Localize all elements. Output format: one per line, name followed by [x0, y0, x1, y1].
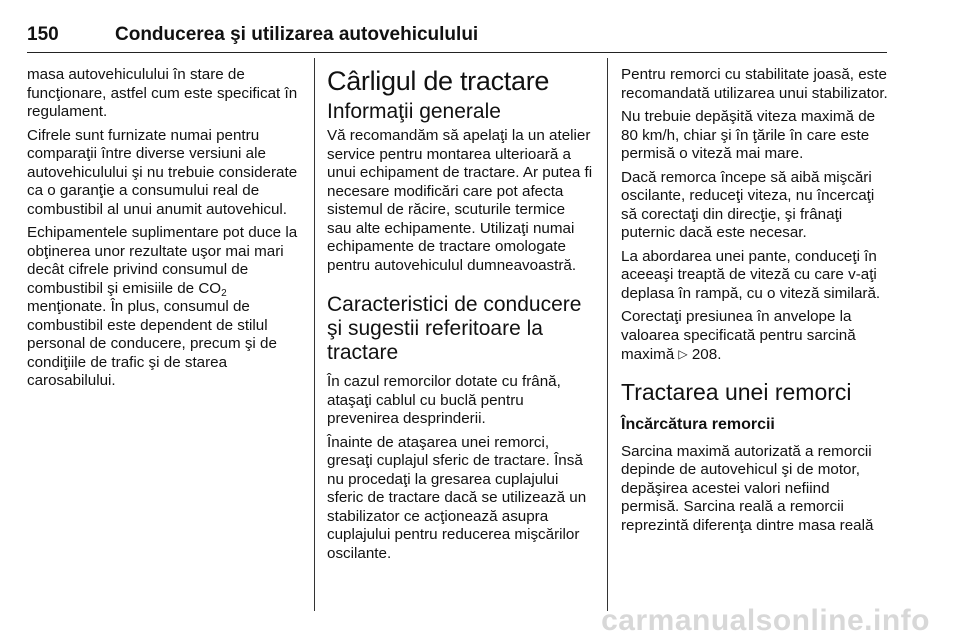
section-title-trailer-towing: Tractarea unei remorci [621, 378, 852, 405]
paragraph-trailer-load: Sarcina maximă autorizată a remorcii depinde de autovehicul şi de motor, depăşirea acestei valori nefiind permisă. Sarcina reală a remorcii reprezintă diferenţa dintre masa reală [621, 442, 874, 534]
paragraph-ball-coupling: Înainte de ataşarea unei remorci, gresaţi cuplajul sferic de tractare. Însă nu procedaţi la gresarea cuplajului sferic de tractare dacă se utilizează un stabilizator ce acţionează asupra cuplajului pentru reducerea mişcărilor oscilante. [327, 433, 587, 562]
column-middle [327, 66, 593, 568]
co2-subscript: 2 [221, 287, 227, 299]
subsection-title-driving-characteristics: Caracteristici de conducere şi sugestii referitoare la tractare [327, 293, 582, 364]
page-number: 150 [27, 24, 59, 45]
page-reference-icon: ▷ [678, 347, 688, 361]
paragraph-downhill: La abordarea unei pante, conduceţi în aceeaşi treaptă de viteză cu care v-aţi deplasa în rampă, cu o viteză similară. [621, 247, 881, 302]
paragraph-tyre-pressure [621, 308, 889, 365]
paragraph-braked-trailers: În cazul remorcilor dotate cu frână, ataşaţi cablul cu buclă pentru prevenirea desprinderii. [327, 373, 561, 427]
paragraph-mass-definition: masa autovehiculului în stare de funcţionare, astfel cum este specificat în regulament. [27, 66, 298, 120]
subsection-title-trailer-load: Încărcătura remorcii [621, 415, 775, 433]
section-title-towbar: Cârligul de tractare [327, 66, 550, 96]
subsection-title-general-info: Informaţii generale [327, 100, 501, 123]
co2-text-after: menţionate. În plus, consumul de combustibil este dependent de stilul personal de conducere, precum şi de condiţiile de trafic şi de starea carosabilului. [27, 298, 277, 389]
column-right [621, 66, 889, 540]
column-left [27, 66, 301, 396]
paragraph-extra-equipment [27, 224, 301, 391]
paragraph-figures-comparison: Cifrele sunt furnizate numai pentru comparaţii între diverse versiuni ale autovehiculului şi nu trebuie considerate ca o garanţie a consumului real de combustibil al unui anumit autovehicul. [27, 126, 298, 218]
watermark-logo: carmanualsonline.info [601, 604, 930, 637]
page-header [27, 22, 887, 53]
paragraph-workshop-recommendation: Vă recomandăm să apelaţi la un atelier service pentru montarea ulterioară a unui echipament de tractare. Ar putea fi necesare modificări care pot afecta sistemul de răcire, scuturile termice sau alte echipamente. Utilizaţi numai echipamente de tractare omologate pentru autovehiculul dumneavoastră. [327, 127, 593, 274]
paragraph-oscillating-trailer: Dacă remorca începe să aibă mişcări oscilante, reduceţi viteza, nu încercaţi să corectaţi din direcţie, şi frânaţi puternic dacă este necesar. [621, 168, 875, 241]
co2-text-before: Echipamentele suplimentare pot duce la obţinerea unor rezultate uşor mai mari decât cifrele privind consumul de combustibil şi emisiile de CO [27, 224, 298, 297]
column-divider-right [607, 58, 608, 611]
page-reference-link[interactable]: 208. [691, 346, 722, 363]
tyre-pressure-text: Corectaţi presiunea în anvelope la valoarea specificată pentru sarcină maximă [621, 308, 856, 363]
paragraph-max-speed: Nu trebuie depăşită viteza maximă de 80 km/h, chiar şi în ţările în care este permisă o viteză mai mare. [621, 108, 876, 162]
column-divider-left [314, 58, 315, 611]
paragraph-stabilizer: Pentru remorci cu stabilitate joasă, este recomandată utilizarea unui stabilizator. [621, 66, 888, 102]
chapter-title: Conducerea şi utilizarea autovehiculului [115, 24, 479, 45]
